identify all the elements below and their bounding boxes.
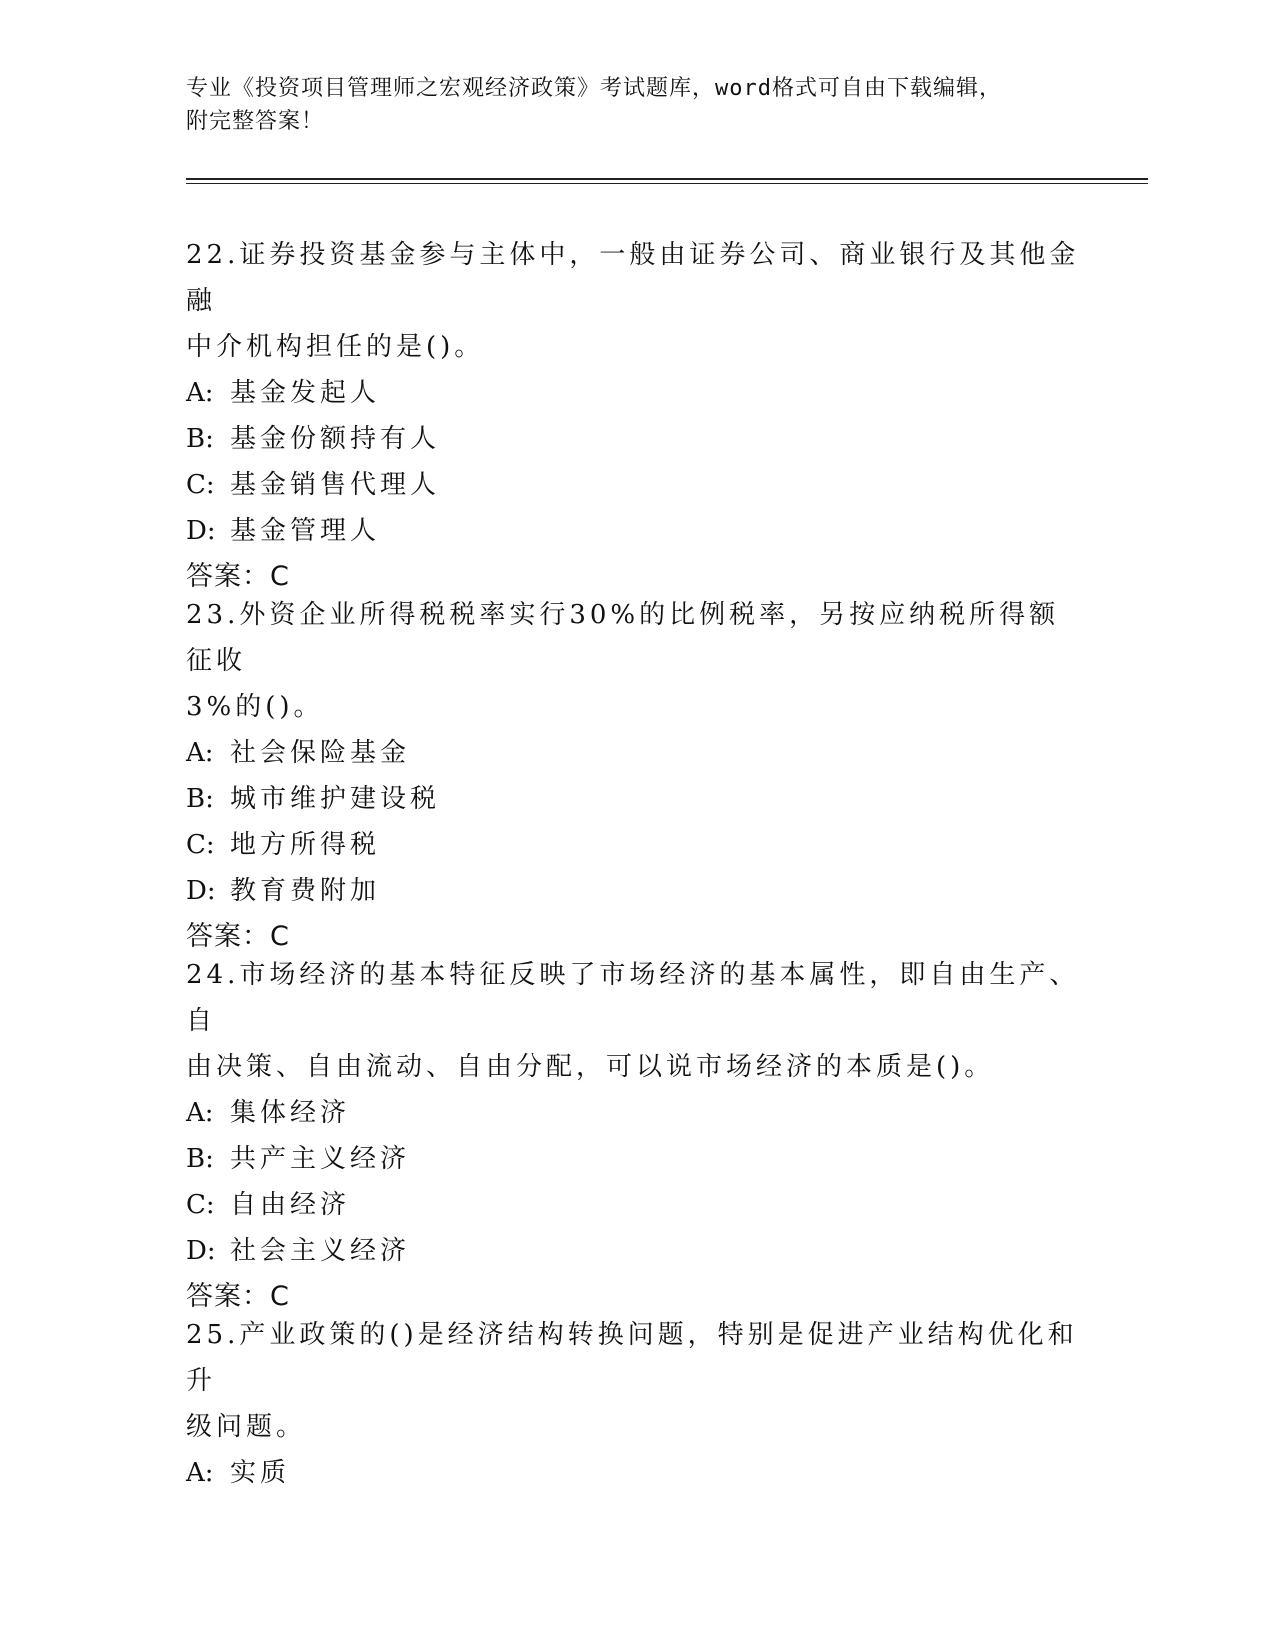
option-letter: A: <box>186 1458 214 1488</box>
option-letter: A: <box>186 378 214 408</box>
question-stem-line: 23.外资企业所得税税率实行30%的比例税率，另按应纳税所得额征收 <box>186 600 1060 676</box>
question-stem-line: 级问题。 <box>186 1412 307 1442</box>
question-stem-line: 25.产业政策的()是经济结构转换问题，特别是促进产业结构优化和升 <box>186 1320 1078 1396</box>
option-letter: C: <box>186 1190 215 1220</box>
header-line-2: 附完整答案！ <box>186 109 325 134</box>
option-b <box>186 416 1086 462</box>
option-letter: B: <box>186 424 214 454</box>
question-stem-line: 22.证券投资基金参与主体中，一般由证券公司、商业银行及其他金融 <box>186 240 1080 316</box>
option-text: 地方所得税 <box>230 830 381 860</box>
option-c <box>186 1182 1086 1228</box>
option-d <box>186 1228 1086 1274</box>
option-text: 基金销售代理人 <box>230 470 441 500</box>
question-24 <box>186 952 1086 1320</box>
option-c <box>186 822 1086 868</box>
question-stem-line: 24.市场经济的基本特征反映了市场经济的基本属性，即自由生产、自 <box>186 960 1080 1036</box>
option-a <box>186 1450 1086 1496</box>
option-letter: D: <box>186 876 216 906</box>
option-text: 实质 <box>230 1458 291 1488</box>
option-text: 基金管理人 <box>230 516 381 546</box>
option-letter: A: <box>186 1098 214 1128</box>
question-23 <box>186 592 1086 960</box>
question-25 <box>186 1312 1086 1496</box>
question-stem-line: 中介机构担任的是()。 <box>186 332 485 362</box>
option-d <box>186 868 1086 914</box>
header-divider-thin <box>186 183 1148 184</box>
option-text: 教育费附加 <box>230 876 381 906</box>
option-text: 共产主义经济 <box>230 1144 411 1174</box>
option-letter: B: <box>186 1144 214 1174</box>
option-letter: D: <box>186 1236 216 1266</box>
option-text: 社会保险基金 <box>230 738 411 768</box>
option-a <box>186 1090 1086 1136</box>
header-line-1: 专业《投资项目管理师之宏观经济政策》考试题库，word格式可自由下载编辑， <box>186 76 1002 101</box>
option-b <box>186 1136 1086 1182</box>
question-22 <box>186 232 1086 600</box>
option-d <box>186 508 1086 554</box>
option-text: 基金发起人 <box>230 378 381 408</box>
option-letter: D: <box>186 516 216 546</box>
option-a <box>186 730 1086 776</box>
option-c <box>186 462 1086 508</box>
question-stem-line: 3%的()。 <box>186 692 324 722</box>
option-text: 基金份额持有人 <box>230 424 441 454</box>
answer-line: 答案：C <box>186 561 290 592</box>
option-a <box>186 370 1086 416</box>
header-divider-thick <box>186 178 1148 180</box>
document-header <box>186 72 1146 138</box>
option-b <box>186 776 1086 822</box>
option-letter: B: <box>186 784 214 814</box>
answer-line: 答案：C <box>186 921 290 952</box>
question-stem-line: 由决策、自由流动、自由分配，可以说市场经济的本质是()。 <box>186 1052 995 1082</box>
option-text: 集体经济 <box>230 1098 351 1128</box>
option-letter: C: <box>186 470 215 500</box>
option-text: 社会主义经济 <box>230 1236 411 1266</box>
option-letter: C: <box>186 830 215 860</box>
option-text: 自由经济 <box>230 1190 351 1220</box>
option-text: 城市维护建设税 <box>230 784 441 814</box>
option-letter: A: <box>186 738 214 768</box>
answer-line: 答案：C <box>186 1281 290 1312</box>
